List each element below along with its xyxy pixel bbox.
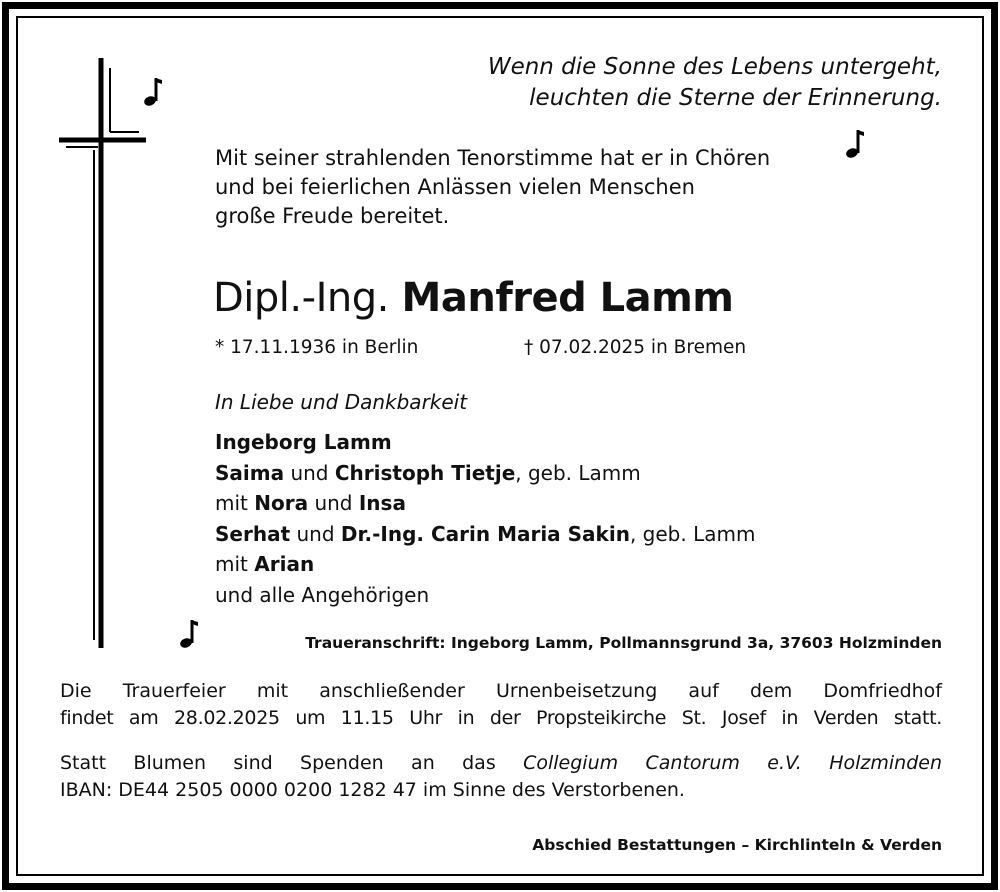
connector-text: und [290,521,341,546]
connector-text: und [284,460,335,485]
donation-line-2: IBAN: DE44 2505 0000 0200 1282 47 im Sinne des Verstorbenen. [60,779,685,801]
donation-line-1 [60,750,942,777]
intro-text [215,144,770,231]
ceremony-line-2: findet am 28.02.2025 um 11.15 Uhr in der Propsteikirche St. Josef in Verden statt. [60,707,942,729]
mourner-name: Saima [215,460,285,485]
motto-line-2: leuchten die Sterne der Erinnerung. [529,85,942,111]
intro-line-1: Mit seiner strahlenden Tenorstimme hat er in Chören [215,146,771,170]
mourners-intro: In Liebe und Dankbarkeit [215,390,468,414]
music-note-icon [142,76,164,108]
music-note-icon [844,128,866,160]
mourner-line [215,488,755,519]
ceremony-notice [60,678,942,732]
motto-line-1: Wenn die Sonne des Lebens untergeht, [487,54,942,80]
mourner-name: Insa [358,491,406,515]
ceremony-line-1: Die Trauerfeier mit anschließender Urnenbeisetzung auf dem Domfriedhof [60,680,942,702]
mourner-name: Serhat [215,521,291,546]
maiden-name: , geb. Lamm [629,521,756,546]
music-note-icon [178,618,200,650]
mourner-line: und alle Angehörigen [215,582,430,607]
birth-date: * 17.11.1936 in Berlin [215,337,419,358]
connector-text: mit [215,552,255,576]
connector-text: mit [215,491,255,515]
deceased-fullname: Manfred Lamm [401,275,734,321]
mourners-list [215,427,755,610]
funeral-home: Abschied Bestattungen – Kirchlinteln & Verden [532,836,942,854]
mourner-name: Arian [254,552,315,576]
mourner-name: Nora [254,491,309,515]
motto [488,52,942,114]
donation-notice [60,750,942,804]
maiden-name: , geb. Lamm [515,460,641,485]
mourning-address: Traueranschrift: Ingeborg Lamm, Pollmannsgrund 3a, 37603 Holzminden [305,634,942,652]
intro-line-2: und bei feierlichen Anlässen vielen Menschen [215,175,695,199]
intro-line-3: große Freude bereitet. [215,204,450,228]
connector-text: und [308,491,359,515]
death-date: † 07.02.2025 in Bremen [524,337,747,358]
mourner-line [215,458,755,489]
deceased-name [213,272,733,324]
mourner-line [215,427,755,458]
donation-organization: Collegium Cantorum e.V. Holzminden [523,752,942,774]
deceased-title: Dipl.-Ing. [213,275,389,321]
mourner-line [215,519,755,550]
mourner-name: Dr.-Ing. Carin Maria Sakin [340,521,630,546]
mourner-line [215,549,755,580]
donation-text: Statt Blumen sind Spenden an das [60,752,524,774]
mourner-name: Christoph Tietje [334,460,516,485]
mourner-name: Ingeborg Lamm [215,430,392,454]
